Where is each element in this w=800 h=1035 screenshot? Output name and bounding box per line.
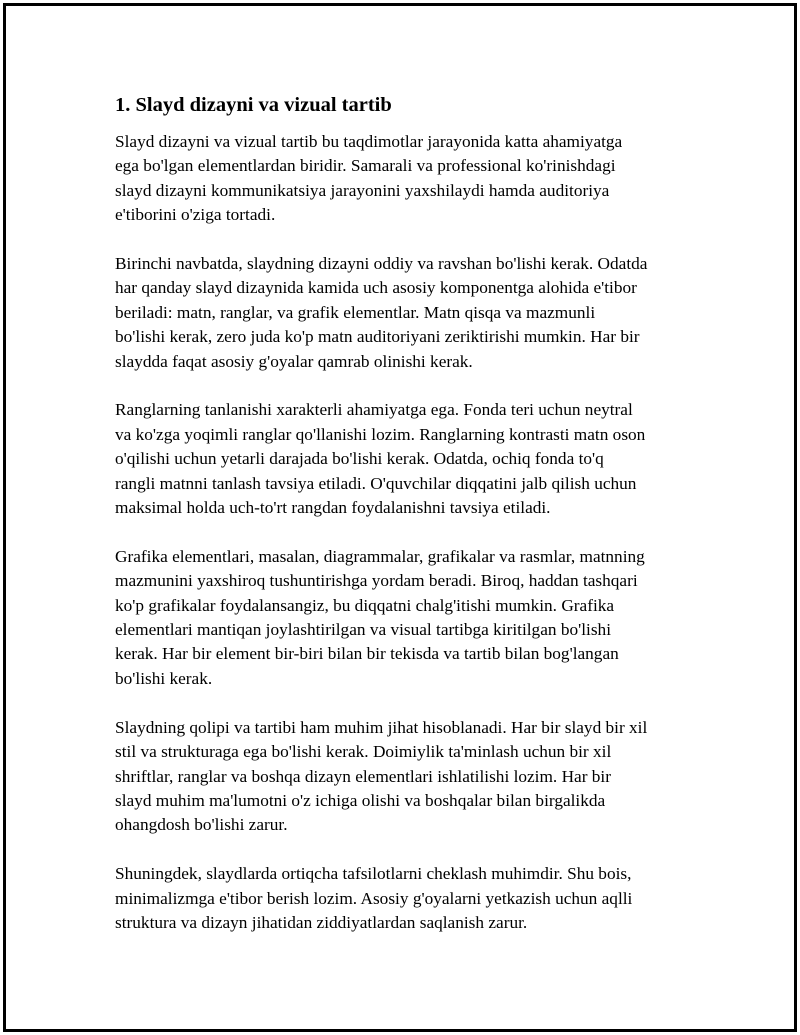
text-line: bo'lishi kerak, zero juda ko'p matn auditoriyani zeriktirishi mumkin. Har bir	[115, 327, 640, 347]
text-line: kerak. Har bir element bir-biri bilan bir tekisda va tartib bilan bog'langan	[115, 644, 619, 664]
text-line: bo'lishi kerak.	[115, 668, 213, 688]
text-line: slayd muhim ma'lumotni o'z ichiga olishi va boshqalar bilan birgalikda	[115, 790, 606, 810]
paragraph-3	[115, 398, 695, 520]
text-line: minimalizmga e'tibor berish lozim. Asosiy g'oyalarni yetkazish uchun aqlli	[115, 888, 633, 908]
paragraph-1	[115, 130, 695, 228]
paragraph-5	[115, 716, 695, 838]
text-line: beriladi: matn, ranglar, va grafik elementlar. Matn qisqa va mazmunli	[115, 302, 596, 322]
paragraph-4	[115, 545, 695, 691]
text-line: elementlari mantiqan joylashtirilgan va visual tartibga kiritilgan bo'lishi	[115, 620, 611, 640]
text-line: ohangdosh bo'lishi zarur.	[115, 815, 288, 835]
text-line: Grafika elementlari, masalan, diagrammalar, grafikalar va rasmlar, matnning	[115, 546, 645, 566]
section-heading: 1. Slayd dizayni va vizual tartib	[115, 94, 392, 116]
text-line: Ranglarning tanlanishi xarakterli ahamiyatga ega. Fonda teri uchun neytral	[115, 400, 633, 420]
text-line: Shuningdek, slaydlarda ortiqcha tafsilotlarni cheklash muhimdir. Shu bois,	[115, 864, 632, 884]
text-line: o'qilishi uchun yetarli darajada bo'lishi kerak. Odatda, ochiq fonda to'q	[115, 449, 604, 469]
text-line: Slayd dizayni va vizual tartib bu taqdimotlar jarayonida katta ahamiyatga	[115, 132, 623, 151]
text-line: struktura va dizayn jihatidan ziddiyatlardan saqlanish zarur.	[115, 912, 528, 932]
text-line: e'tiborini o'ziga tortadi.	[115, 205, 276, 225]
text-line: rangli matnni tanlash tavsiya etiladi. O'quvchilar diqqatini jalb qilish uchun	[115, 473, 637, 493]
text-line: ega bo'lgan elementlardan biridir. Samarali va professional ko'rinishdagi	[115, 156, 616, 176]
text-line: ko'p grafikalar foydalansangiz, bu diqqatni chalg'itishi mumkin. Grafika	[115, 595, 615, 615]
paragraph-6	[115, 862, 695, 935]
text-line: shriftlar, ranglar va boshqa dizayn elementlari ishlatilishi lozim. Har bir	[115, 766, 611, 786]
text-line: slaydda faqat asosiy g'oyalar qamrab olinishi kerak.	[115, 351, 473, 371]
text-line: va ko'zga yoqimli ranglar qo'llanishi lozim. Ranglarning kontrasti matn oson	[115, 424, 646, 444]
text-line: slayd dizayni kommunikatsiya jarayonini yaxshilaydi hamda auditoriya	[115, 180, 610, 200]
text-line: maksimal holda uch-to'rt rangdan foydalanishni tavsiya etiladi.	[115, 498, 551, 518]
text-line: Birinchi navbatda, slaydning dizayni oddiy va ravshan bo'lishi kerak. Odatda	[115, 254, 648, 274]
text-line: mazmunini yaxshiroq tushuntirishga yordam beradi. Biroq, haddan tashqari	[115, 571, 638, 591]
text-line: Slaydning qolipi va tartibi ham muhim jihat hisoblanadi. Har bir slayd bir xil	[115, 717, 648, 737]
document-body	[115, 91, 695, 960]
paragraph-2	[115, 252, 695, 374]
text-line: har qanday slayd dizaynida kamida uch asosiy komponentga alohida e'tibor	[115, 278, 637, 298]
text-line: stil va strukturaga ega bo'lishi kerak. Doimiylik ta'minlash uchun bir xil	[115, 742, 612, 762]
